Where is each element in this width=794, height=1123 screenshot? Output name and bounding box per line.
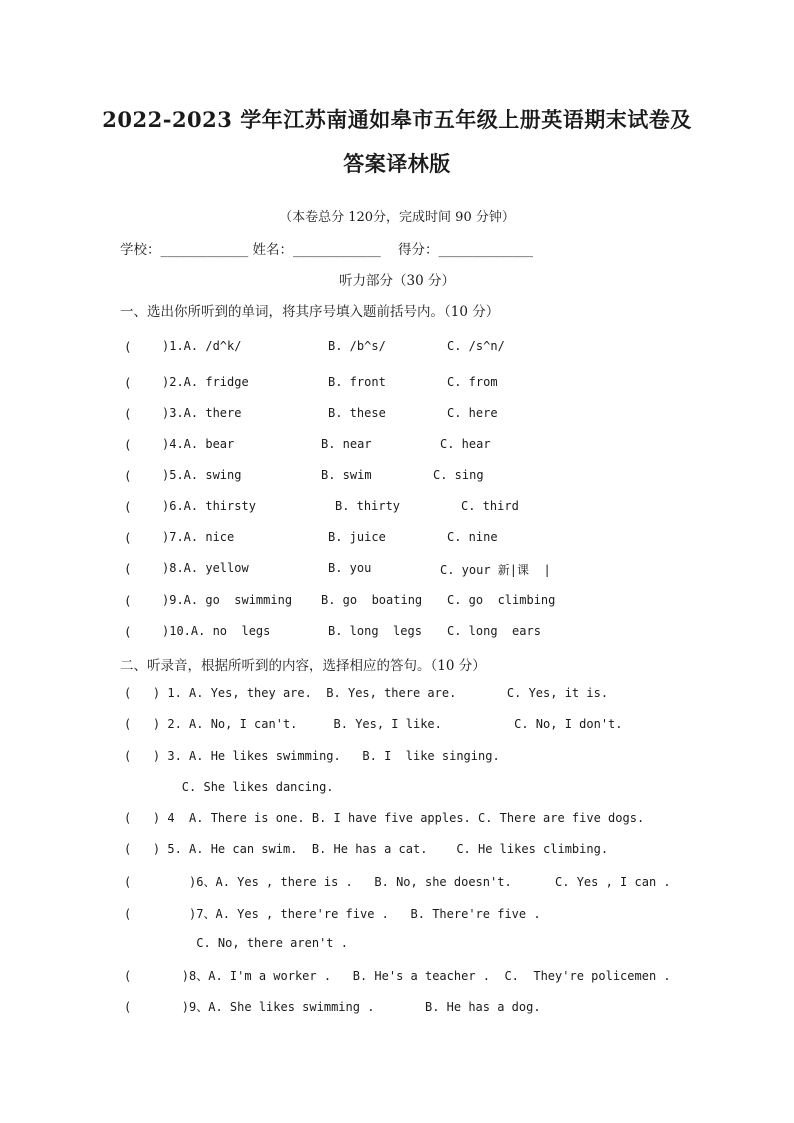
section1-option-a: )1.A. /d^k/ <box>162 339 242 353</box>
exam-note: （本卷总分 120分，完成时间 90 分钟） <box>279 210 515 225</box>
listening-part-label: 听力部分（30 分） <box>339 273 455 289</box>
section1-heading: 一、选出你所听到的单词，将其序号填入题前括号内。（10 分） <box>120 304 500 320</box>
section1-option-b: B. you <box>328 561 372 575</box>
section1-option-b: B. /b^s/ <box>328 339 386 353</box>
section1-option-a: )6.A. thirsty <box>162 499 256 513</box>
section2-line: ( )6、A. Yes , there is . B. No, she doesn't. C. Yes , I can . <box>124 875 671 889</box>
answer-bracket: ( <box>124 406 132 421</box>
section2-line: ( )9、A. She likes swimming . B. He has a dog. <box>124 1000 541 1014</box>
section2-line: C. No, there aren't . <box>124 936 348 950</box>
answer-bracket: ( <box>124 468 132 483</box>
section1-option-b: B. juice <box>328 530 386 544</box>
section1-option-a: )9.A. go swimming <box>162 593 293 607</box>
section1-option-b: B. front <box>328 375 386 389</box>
section1-option-b: B. long legs <box>328 624 422 638</box>
section2-line: ( ) 1. A. Yes, they are. B. Yes, there are. C. Yes, it is. <box>124 686 609 700</box>
section1-option-b: B. go boating <box>321 593 423 607</box>
section1-option-c: C. third <box>461 499 519 513</box>
answer-bracket: ( <box>124 593 132 608</box>
section1-option-c: C. long ears <box>447 624 541 638</box>
section1-option-b: B. near <box>321 437 372 451</box>
answer-bracket: ( <box>124 624 132 639</box>
student-info-line: 学校：_____________ 姓名：_____________ 得分：______________ <box>120 242 533 258</box>
section1-option-a: )4.A. bear <box>162 437 235 451</box>
page-title-line1: 2022-2023 学年江苏南通如皋市五年级上册英语期末试卷及 <box>102 107 692 132</box>
section1-option-b: B. these <box>328 406 386 420</box>
section2-line: ( ) 2. A. No, I can't. B. Yes, I like. C. No, I don't. <box>124 717 623 731</box>
section1-option-c: C. nine <box>447 530 498 544</box>
section1-option-b: B. swim <box>321 468 372 482</box>
section2-heading: 二、听录音，根据所听到的内容，选择相应的答句。（10 分） <box>120 658 486 674</box>
section2-line: ( ) 3. A. He likes swimming. B. I like singing. <box>124 749 500 763</box>
answer-bracket: ( <box>124 375 132 390</box>
section1-option-c: C. sing <box>433 468 484 482</box>
section1-option-b: B. thirty <box>335 499 401 513</box>
section1-option-a: )5.A. swing <box>162 468 242 482</box>
section1-option-c: C. your 新|课 | <box>440 563 551 577</box>
section2-line: ( ) 4 A. There is one. B. I have five apples. C. There are five dogs. <box>124 811 645 825</box>
section1-option-a: )10.A. no legs <box>162 624 271 638</box>
section2-line: ( )7、A. Yes , there're five . B. There're five . <box>124 907 541 921</box>
section2-line: ( ) 5. A. He can swim. B. He has a cat. C. He likes climbing. <box>124 842 609 856</box>
answer-bracket: ( <box>124 530 132 545</box>
section1-option-a: )2.A. fridge <box>162 375 249 389</box>
answer-bracket: ( <box>124 339 132 354</box>
section1-option-a: )7.A. nice <box>162 530 235 544</box>
section2-line: ( )8、A. I'm a worker . B. He's a teacher . C. They're policemen . <box>124 969 671 983</box>
section1-option-c: C. here <box>447 406 498 420</box>
answer-bracket: ( <box>124 561 132 576</box>
section1-option-c: C. hear <box>440 437 491 451</box>
page-title-line2: 答案译林版 <box>343 151 451 176</box>
section1-option-a: )3.A. there <box>162 406 242 420</box>
section1-option-c: C. /s^n/ <box>447 339 505 353</box>
answer-bracket: ( <box>124 437 132 452</box>
section1-option-c: C. go climbing <box>447 593 556 607</box>
section2-line: C. She likes dancing. <box>124 780 334 794</box>
section1-option-a: )8.A. yellow <box>162 561 249 575</box>
answer-bracket: ( <box>124 499 132 514</box>
section1-option-c: C. from <box>447 375 498 389</box>
